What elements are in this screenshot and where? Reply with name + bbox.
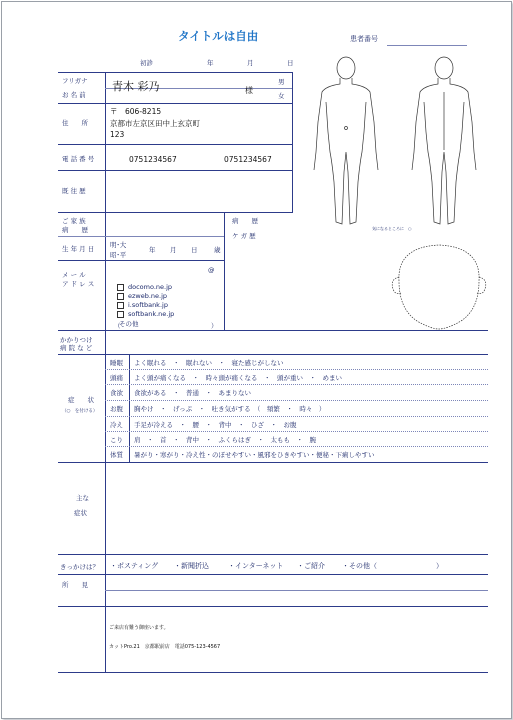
symptom-options[interactable]: よく眠れる ・ 眠れない ・ 寝た感じがしない bbox=[134, 359, 284, 367]
row-line bbox=[105, 590, 488, 591]
email-other-open: （ bbox=[114, 322, 121, 330]
patient-number-line bbox=[387, 45, 467, 46]
address-label: 住 所 bbox=[62, 119, 88, 127]
name-value: 青木 彩乃 bbox=[112, 80, 160, 93]
furigana-label: フリガナ bbox=[62, 77, 88, 85]
birth-year: 年 bbox=[149, 246, 156, 254]
clinic-label-2: 病 院 な ど bbox=[60, 344, 93, 352]
family-label: ご 家 族 bbox=[62, 217, 86, 225]
row-line bbox=[58, 103, 293, 104]
disease-label: 病 歴 bbox=[232, 217, 258, 225]
form-title: タイトルは自由 bbox=[178, 29, 259, 43]
email-other-close: ） bbox=[211, 322, 218, 330]
gender-male[interactable]: 男 bbox=[278, 78, 285, 86]
name-label: お 名 前 bbox=[62, 91, 86, 99]
row-line bbox=[58, 554, 488, 555]
age-label: 歳 bbox=[214, 246, 221, 254]
first-visit-month: 月 bbox=[247, 59, 254, 67]
row-line bbox=[105, 431, 488, 432]
referral-label: きっかけは？ bbox=[60, 563, 99, 571]
symptom-category: 食欲 bbox=[110, 389, 123, 397]
referral-posting[interactable]: ・ポスティング bbox=[110, 562, 159, 570]
referral-introduction[interactable]: ・ご紹介 bbox=[297, 562, 325, 570]
phone-1: 0751234567 bbox=[129, 155, 177, 164]
email-label: メ ー ル bbox=[62, 271, 86, 279]
symptom-category: 頭痛 bbox=[110, 374, 123, 382]
injury-label: ケ ガ 歴 bbox=[232, 232, 256, 240]
findings-label: 所 見 bbox=[62, 581, 88, 589]
symptom-options[interactable]: よく頭が痛くなる ・ 時々頭が痛くなる ・ 頭が重い ・ めまい bbox=[134, 374, 342, 382]
email-other-label: その他 bbox=[119, 320, 139, 328]
symptom-options[interactable]: 暑がり・寒がり・冷え性・のぼせやすい・風邪をひきやすい・便秘・下痢しやすい bbox=[134, 451, 375, 459]
email-box-right-border bbox=[224, 212, 225, 330]
birth-label: 生 年 月 日 bbox=[62, 245, 95, 253]
birth-day: 日 bbox=[191, 246, 198, 254]
body-diagram[interactable] bbox=[306, 52, 486, 237]
row-line bbox=[105, 446, 488, 447]
symptom-options[interactable]: 胸やけ ・ げっぷ ・ 吐き気がする （ 頻繁 ・ 時々 ） bbox=[134, 405, 326, 413]
checkbox[interactable] bbox=[117, 284, 124, 291]
info-box-right-border bbox=[292, 72, 293, 212]
birth-month: 月 bbox=[170, 246, 177, 254]
symptom-category: こり bbox=[110, 436, 123, 444]
address-line1: 京都市左京区田中上玄京町 bbox=[110, 119, 200, 128]
symptom-options[interactable]: 食欲がある ・ 普通 ・ あまりない bbox=[134, 389, 251, 397]
main-symptom-label-2: 症状 bbox=[74, 509, 87, 517]
carrier-item[interactable]: softbank.ne.jp bbox=[117, 310, 174, 318]
gender-female[interactable]: 女 bbox=[278, 92, 285, 100]
symptoms-label: 症 状 bbox=[68, 396, 94, 404]
footer-shop-line: カットPro.21 京都駅前店 電話075-123-4567 bbox=[109, 644, 221, 650]
referral-other[interactable]: ・その他（ bbox=[342, 562, 377, 570]
era-2[interactable]: 昭･平 bbox=[110, 251, 127, 259]
phone-2: 0751234567 bbox=[224, 155, 272, 164]
address-line2: 123 bbox=[110, 130, 125, 139]
label-column-divider bbox=[105, 72, 106, 672]
row-line bbox=[58, 236, 225, 237]
symptom-category: 体質 bbox=[110, 451, 123, 459]
body-diagram-note: 気になるところに ○ bbox=[372, 226, 412, 231]
row-line bbox=[58, 260, 225, 261]
referral-internet[interactable]: ・インターネット bbox=[228, 562, 284, 570]
row-line bbox=[105, 384, 488, 385]
footer-notice: ご来店有難う御座います。 bbox=[109, 625, 169, 631]
checkbox[interactable] bbox=[117, 293, 124, 300]
row-line bbox=[58, 606, 488, 607]
first-visit-day: 日 bbox=[287, 59, 294, 67]
email-label-2: ア ド レ ス bbox=[62, 280, 95, 288]
row-line bbox=[58, 574, 488, 575]
postal-code: 〒 606-8215 bbox=[110, 107, 162, 116]
carrier-item[interactable]: i.softbank.jp bbox=[117, 301, 168, 309]
row-line bbox=[105, 400, 488, 401]
row-line bbox=[105, 416, 488, 417]
symptom-category: 睡眠 bbox=[110, 359, 123, 367]
row-line bbox=[58, 72, 293, 73]
row-line bbox=[105, 369, 488, 370]
row-line bbox=[58, 144, 293, 145]
checkbox[interactable] bbox=[117, 302, 124, 309]
row-line bbox=[58, 672, 488, 673]
symptom-category: 冷え bbox=[110, 421, 123, 429]
symptom-options[interactable]: 肩 ・ 首 ・ 背中 ・ ふくらはぎ ・ 太もも ・ 腕 bbox=[134, 436, 316, 444]
era-1[interactable]: 明･大 bbox=[110, 241, 127, 249]
symptom-category: お腹 bbox=[110, 405, 123, 413]
carrier-item[interactable]: docomo.ne.jp bbox=[117, 283, 172, 291]
carrier-item[interactable]: ezweb.ne.jp bbox=[117, 292, 167, 300]
referral-newspaper[interactable]: ・新聞折込 bbox=[174, 562, 209, 570]
row-line bbox=[58, 354, 488, 355]
clinic-label: かかりつけ bbox=[60, 336, 93, 344]
honorific: 様 bbox=[245, 86, 253, 95]
history-label: 既 往 歴 bbox=[62, 187, 86, 195]
row-line bbox=[58, 170, 293, 171]
first-visit-label: 初診 bbox=[140, 59, 153, 67]
checkbox[interactable] bbox=[117, 311, 124, 318]
at-mark: @ bbox=[208, 266, 215, 274]
patient-number-label: 患者番号 bbox=[350, 35, 378, 43]
head-diagram[interactable] bbox=[387, 239, 492, 334]
symptom-options[interactable]: 手足が冷える ・ 腰 ・ 背中 ・ ひざ ・ お腹 bbox=[134, 421, 297, 429]
family-label-2: 病 歴 bbox=[62, 226, 88, 234]
referral-other-close: ） bbox=[436, 562, 443, 570]
first-visit-year: 年 bbox=[207, 59, 214, 67]
symptoms-sub-label: （○ を付ける） bbox=[62, 409, 98, 414]
main-symptom-label: 主な bbox=[76, 494, 89, 502]
row-line bbox=[58, 212, 293, 213]
medical-intake-form bbox=[1, 1, 512, 719]
row-line bbox=[58, 462, 488, 463]
phone-label: 電 話 番 号 bbox=[62, 155, 95, 163]
